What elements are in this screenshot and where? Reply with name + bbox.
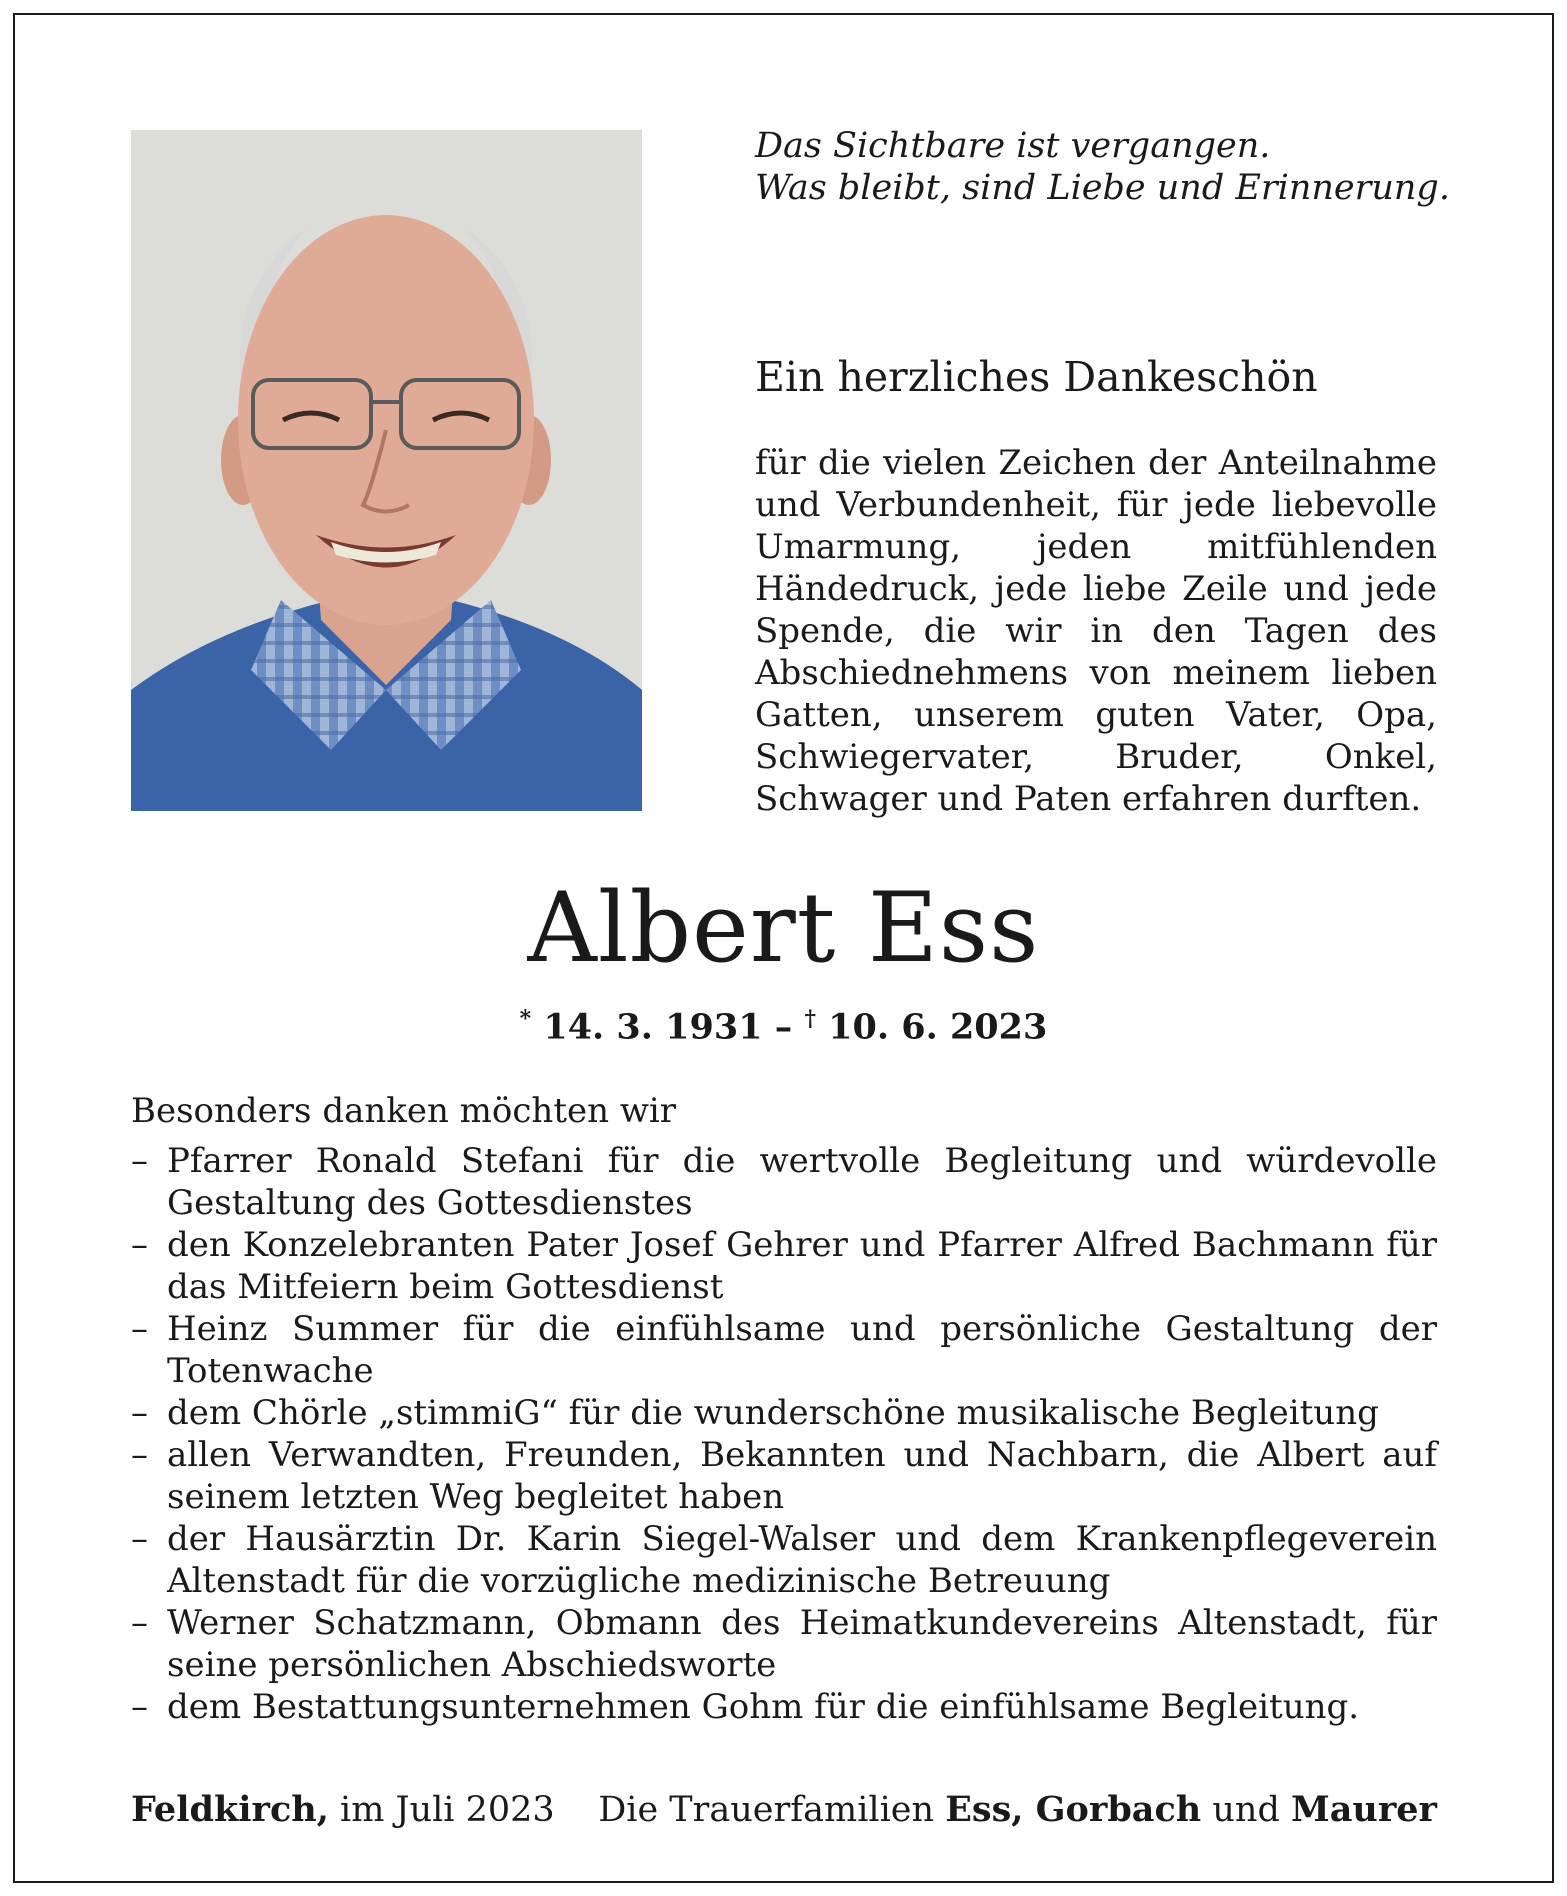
death-date: 10. 6. 2023 <box>828 1006 1048 1048</box>
list-item-text: Pfarrer Ronald Stefani für die wertvolle Begleitung und würdevolle Gestaltung des Gottesdienstes <box>167 1141 1437 1223</box>
list-item <box>131 1434 1437 1518</box>
birth-date: 14. 3. 1931 <box>543 1006 763 1048</box>
portrait-photo <box>131 130 642 811</box>
families-prefix: Die Trauerfamilien <box>598 1790 946 1830</box>
list-item <box>131 1518 1437 1602</box>
place: Feldkirch, <box>131 1789 329 1830</box>
deceased-name: Albert Ess <box>527 872 1040 984</box>
dash: – <box>131 1141 148 1181</box>
list-item-text: der Hausärztin Dr. Karin Siegel-Walser und dem Krankenpflegeverein Altenstadt für die vorzügliche medizinische Betreuung <box>167 1519 1437 1601</box>
quote-line-2: Was bleibt, sind Liebe und Erinnerung. <box>755 168 1450 208</box>
signature-families <box>598 1788 1437 1832</box>
list-item-text: allen Verwandten, Freunden, Bekannten und Nachbarn, die Albert auf seinem letzten Weg begleitet haben <box>167 1435 1437 1517</box>
list-item <box>131 1308 1437 1392</box>
families-names: Ess, Gorbach <box>945 1789 1202 1830</box>
date-separator: – <box>762 1006 805 1048</box>
dash: – <box>131 1393 148 1433</box>
thanks-heading: Ein herzliches Dankeschön <box>755 353 1318 401</box>
date: im Juli 2023 <box>328 1790 555 1830</box>
birth-symbol: * <box>519 1006 532 1032</box>
list-item-text: dem Bestattungsunternehmen Gohm für die einfühlsame Begleitung. <box>167 1687 1360 1727</box>
list-item <box>131 1140 1437 1224</box>
death-symbol: † <box>804 1006 816 1032</box>
acknowledgements-intro: Besonders danken möchten wir <box>131 1091 677 1131</box>
families-last: Maurer <box>1290 1789 1437 1830</box>
list-item <box>131 1392 1437 1434</box>
dash: – <box>131 1435 148 1475</box>
thanks-text: für die vielen Zeichen der Anteilnahme und Verbundenheit, für jede liebevolle Umarmung, jeden mitfühlenden Händedruck, jede liebe Zeile und jede Spende, die wir in den Tagen des Abschiednehmens von meinem lieben Gatten, unserem guten Vater, Opa, Schwiegervater, Bruder, Onkel, Schwager und Paten erfahren durften. <box>755 443 1437 819</box>
place-date <box>131 1788 555 1832</box>
list-item-text: dem Chörle „stimmiG“ für die wunderschöne musikalische Begleitung <box>167 1393 1379 1433</box>
families-and: und <box>1201 1790 1291 1830</box>
dash: – <box>131 1519 148 1559</box>
list-item <box>131 1686 1437 1728</box>
acknowledgements-list <box>131 1140 1437 1728</box>
list-item <box>131 1224 1437 1308</box>
dash: – <box>131 1687 148 1727</box>
quote <box>755 125 1475 209</box>
dash: – <box>131 1225 148 1265</box>
list-item-text: den Konzelebranten Pater Josef Gehrer und Pfarrer Alfred Bachmann für das Mitfeiern beim Gottesdienst <box>167 1225 1437 1307</box>
list-item <box>131 1602 1437 1686</box>
life-dates <box>0 997 1567 1050</box>
dash: – <box>131 1309 148 1349</box>
dash: – <box>131 1603 148 1643</box>
list-item-text: Heinz Summer für die einfühlsame und persönliche Gestaltung der Totenwache <box>167 1309 1437 1391</box>
quote-line-1: Das Sichtbare ist vergangen. <box>755 126 1271 166</box>
list-item-text: Werner Schatzmann, Obmann des Heimatkundevereins Altenstadt, für seine persönlichen Abschiedsworte <box>167 1603 1437 1685</box>
